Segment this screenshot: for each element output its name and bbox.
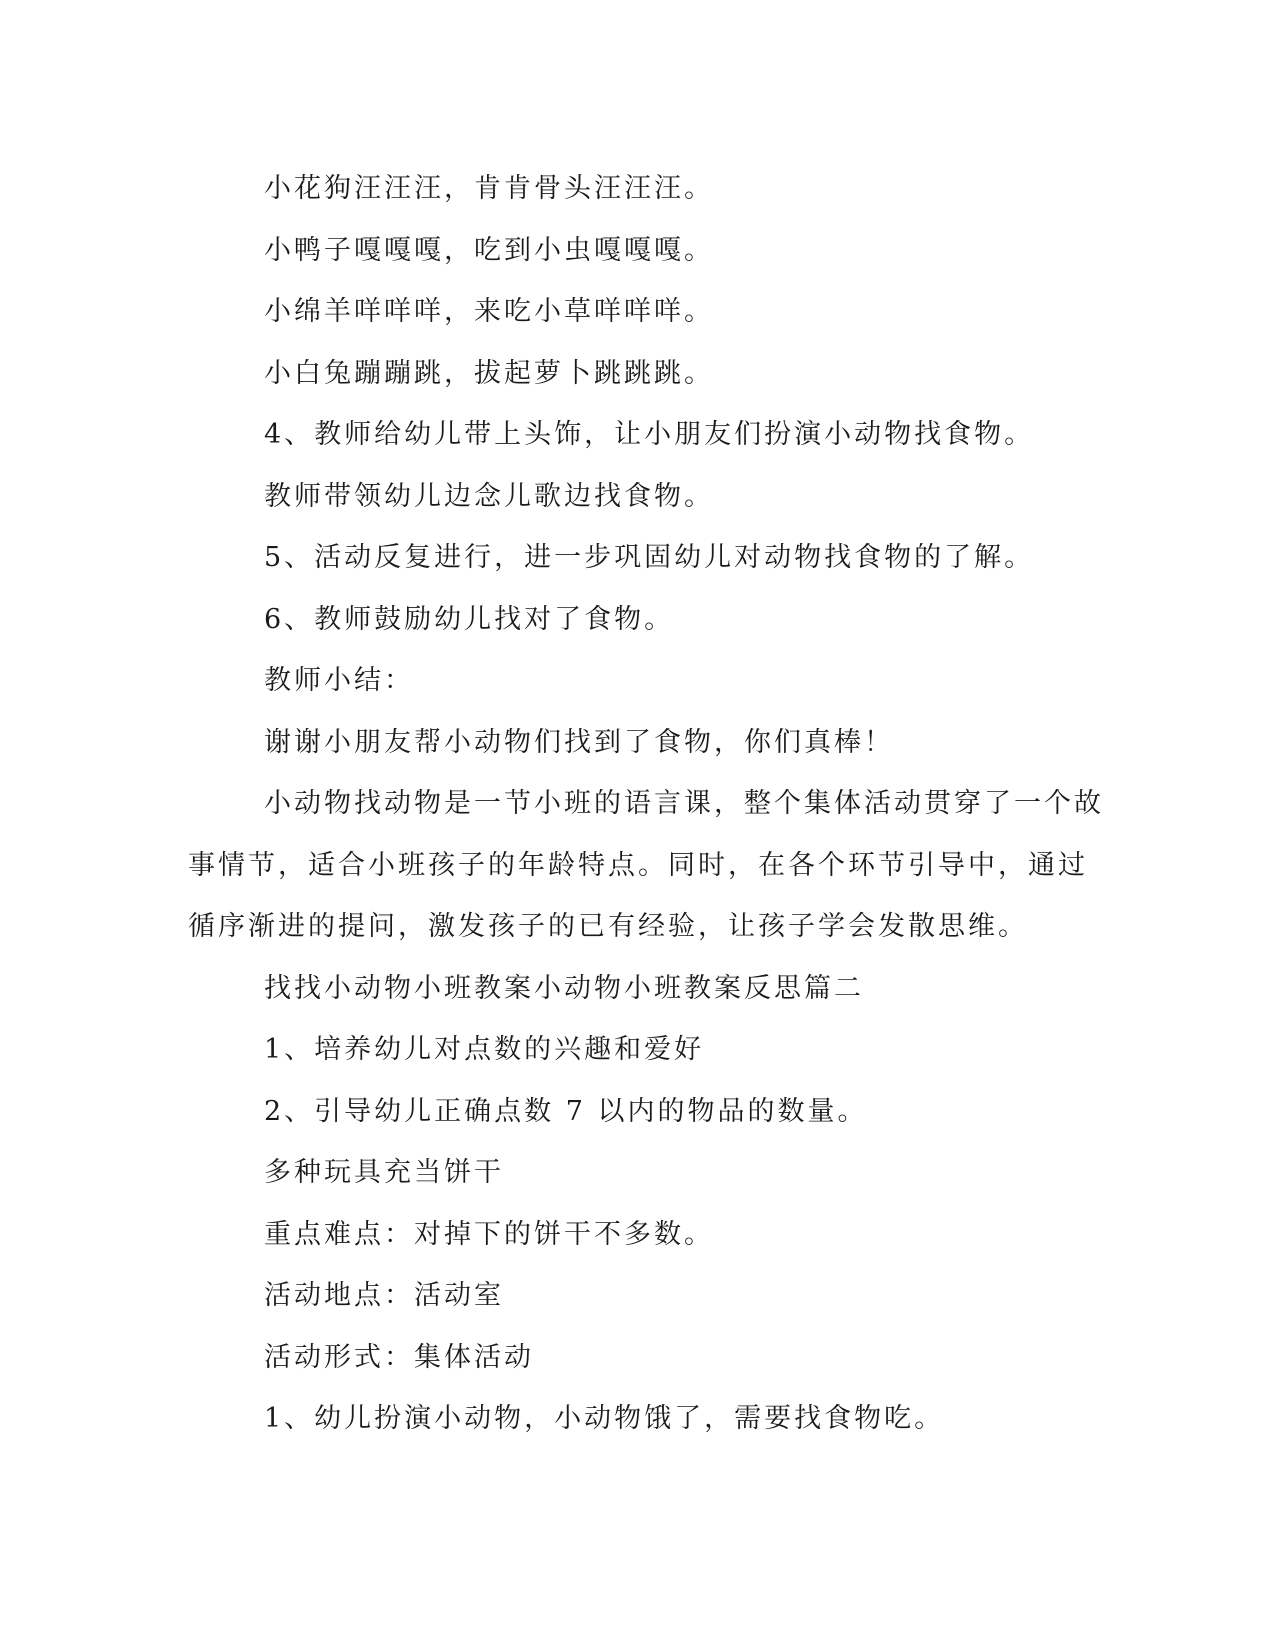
paragraph-line: 活动形式：集体活动 — [264, 1341, 534, 1373]
paragraph-line: 小鸭子嘎嘎嘎，吃到小虫嘎嘎嘎。 — [264, 234, 714, 266]
section-heading: 找找小动物小班教案小动物小班教案反思篇二 — [264, 972, 864, 1004]
paragraph-line: 2、引导幼儿正确点数 7 以内的物品的数量。 — [264, 1095, 868, 1127]
paragraph-line: 重点难点：对掉下的饼干不多数。 — [264, 1218, 714, 1250]
paragraph-line: 循序渐进的提问，激发孩子的已有经验，让孩子学会发散思维。 — [188, 911, 1028, 942]
paragraph-line: 1、幼儿扮演小动物，小动物饿了，需要找食物吃。 — [264, 1403, 945, 1434]
paragraph-line: 4、教师给幼儿带上头饰，让小朋友们扮演小动物找食物。 — [264, 419, 1035, 450]
paragraph-line: 事情节，适合小班孩子的年龄特点。同时，在各个环节引导中，通过 — [188, 849, 1088, 881]
paragraph-line: 5、活动反复进行，进一步巩固幼儿对动物找食物的了解。 — [264, 542, 1035, 573]
paragraph-line: 活动地点：活动室 — [264, 1280, 504, 1311]
paragraph-line: 谢谢小朋友帮小动物们找到了食物，你们真棒！ — [264, 726, 894, 758]
paragraph-line: 多种玩具充当饼干 — [264, 1157, 504, 1188]
paragraph-line: 小绵羊咩咩咩，来吃小草咩咩咩。 — [264, 296, 714, 327]
paragraph-line: 6、教师鼓励幼儿找对了食物。 — [264, 603, 675, 635]
paragraph-line: 教师带领幼儿边念儿歌边找食物。 — [264, 480, 714, 512]
paragraph-line: 小花狗汪汪汪，肯肯骨头汪汪汪。 — [264, 173, 714, 204]
paragraph-line: 小动物找动物是一节小班的语言课，整个集体活动贯穿了一个故 — [264, 788, 1104, 819]
document-body — [188, 158, 1104, 1450]
paragraph-line: 教师小结： — [264, 665, 414, 696]
paragraph-line: 1、培养幼儿对点数的兴趣和爱好 — [264, 1034, 705, 1065]
paragraph-line: 小白兔蹦蹦跳，拔起萝卜跳跳跳。 — [264, 357, 714, 389]
